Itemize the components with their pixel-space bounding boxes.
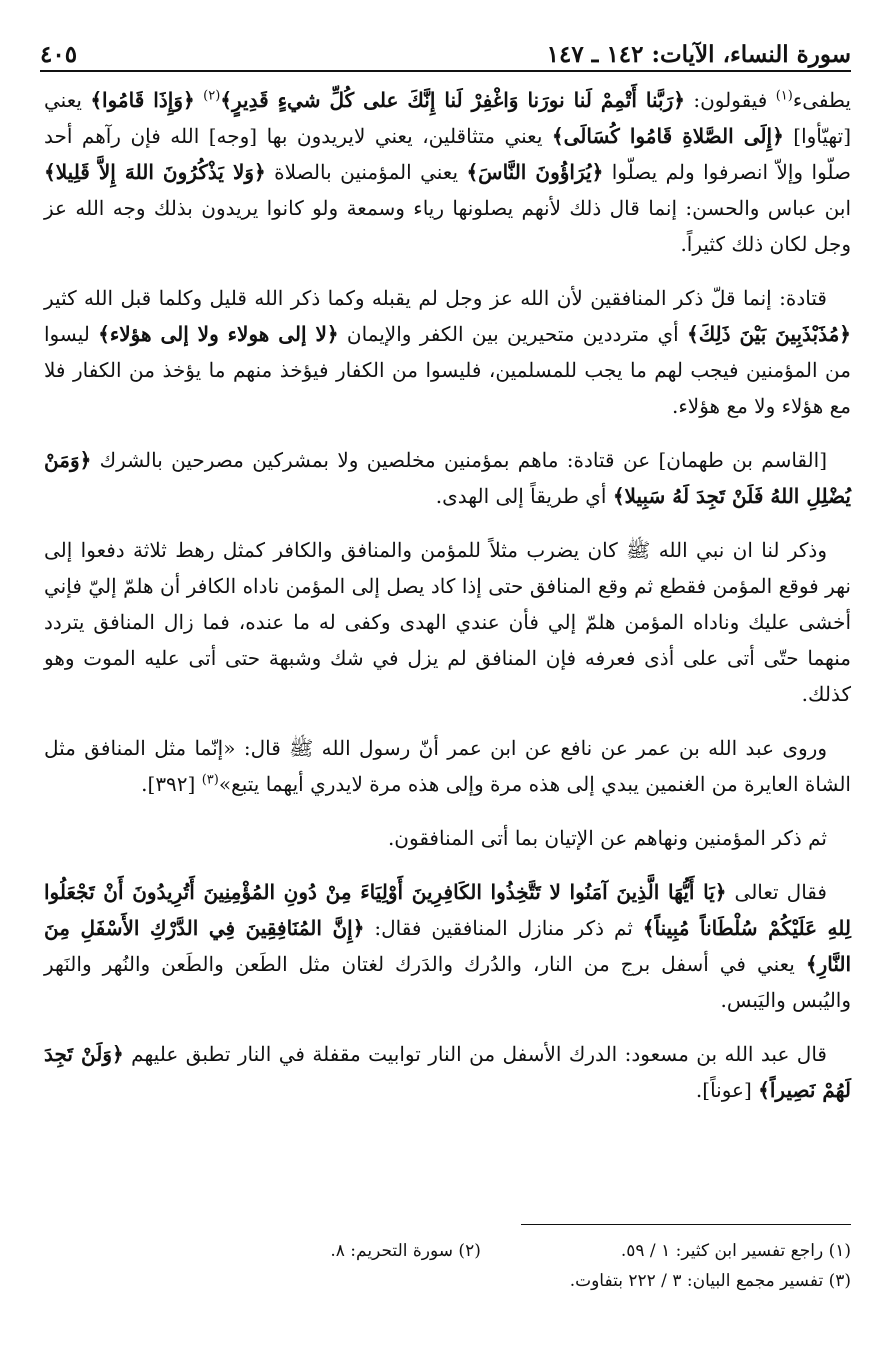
text-segment: يعني المؤمنين بالصلاة xyxy=(265,160,467,184)
footnote-row xyxy=(44,1266,851,1296)
paragraph xyxy=(44,874,851,1018)
quran-verse: ﴿يَا أَيُّهَا الَّذِينَ آمَنُوا لا تَتَّخِذُوا الكَافِرِينَ أَوْلِيَاءَ مِنْ دُونِ المُؤْمِنِينَ أَتُرِيدُونَ أَنْ تَجْعَلُوا لِلهِ عَلَيْكُمْ سُلْطَاناً مُبِيناً﴾ xyxy=(44,880,851,940)
footnote-separator xyxy=(521,1224,851,1225)
text-segment: قال عبد الله بن مسعود: الدرك الأسفل من النار توابيت مقفلة في النار تطبق عليهم xyxy=(123,1042,827,1066)
paragraph xyxy=(44,442,851,514)
text-segment: ثم ذكر منازل المنافقين فقال: xyxy=(364,916,643,940)
footnote-row xyxy=(44,1236,851,1266)
footnotes xyxy=(44,1236,851,1296)
quran-verse: ﴿يُرَاؤُونَ النَّاسَ﴾ xyxy=(466,160,604,184)
text-segment: يطفىء xyxy=(792,88,851,112)
paragraph xyxy=(44,730,851,802)
paragraph xyxy=(44,820,851,856)
text-segment: ثم ذكر المؤمنين ونهاهم عن الإتيان بما أتى المنافقون. xyxy=(387,826,827,850)
footnote-marker: (٢) xyxy=(203,88,221,104)
quran-verse: ﴿مُذَبْذَبِينَ بَيْنَ ذَلِكَ﴾ xyxy=(686,322,852,346)
text-segment: ليسوا من المؤمنين فيجب لهم ما يجب للمسلمين، فليسوا من الكفار فيؤخذ منهم ما يؤخذ من الكفار فلا مع هؤلاء ولا مع هؤلاء. xyxy=(44,322,851,418)
quran-verse: ﴿لا إلى هولاء ولا إلى هؤلاء﴾ xyxy=(98,322,339,346)
text-segment xyxy=(195,88,203,112)
text-segment: يعني في أسفل برج من النار، والدُرك والدَرك لغتان مثل الطَعن والطَعن والنُهر والنَهر واليُبس واليَبس. xyxy=(44,952,851,1012)
quran-verse: ﴿إِنَّ المُنَافِقِينَ فِي الدَّرْكِ الأَسْفَلِ مِنَ النَّارِ﴾ xyxy=(44,916,851,976)
footnote-1: (١) راجع تفسير ابن كثير: ١ / ٥٩. xyxy=(620,1241,851,1261)
paragraph xyxy=(44,1036,851,1108)
footnote-3: (٣) تفسير مجمع البيان: ٣ / ٢٢٢ بتفاوت. xyxy=(569,1271,851,1291)
text-segment: [٣٩٢]. xyxy=(141,772,202,796)
text-segment: فيقولون: xyxy=(684,88,776,112)
text-segment: [عوناً]. xyxy=(695,1078,759,1102)
text-segment: يعني [تهيّأوا] xyxy=(44,88,852,148)
header-rule xyxy=(40,70,851,72)
quran-verse: ﴿وَلَنْ تَجِدَ لَهُمْ نَصِيراً﴾ xyxy=(44,1042,851,1102)
footnote-marker: (٣) xyxy=(201,772,219,788)
paragraph xyxy=(44,82,851,262)
text-segment: يعني متثاقلين، يعني لايريدون بها [وجه] الله فإن رآهم أحد صلّوا وإلاّ انصرفوا ولم يصلّوا xyxy=(44,124,851,184)
footnote-marker: (١) xyxy=(775,88,793,104)
text-segment: أي مترددين متحيرين بين الكفر والإيمان xyxy=(338,322,687,346)
paragraph xyxy=(44,532,851,712)
footnote-2: (٢) سورة التحريم: ٨. xyxy=(330,1241,481,1261)
quran-verse: ﴿إِلَى الصَّلاةِ قَامُوا كُسَالَى﴾ xyxy=(551,124,784,148)
page-body xyxy=(44,82,851,1126)
text-segment: ابن عباس والحسن: إنما قال ذلك لأنهم يصلونها رياء وسمعة ولو كانوا يريدون بذلك وجه الله عز وجل لكان ذلك كثيراً. xyxy=(44,196,851,256)
text-segment: وذكر لنا ان نبي الله ﷺ كان يضرب مثلاً للمؤمن والمنافق والكافر كمثل رهط ثلاثة دفعوا إلى نهر فوقع المؤمن فقطع ثم وقع المنافق حتى إذا كاد يصل إلى المؤمن ناداه الكافر أن هلمّ إليّ فإني أخشى عليك وناداه المؤمن هلمّ إلي فأن عندي الهدى وكفى له ما عنده، فما زال المنافق يتردد منهما حتّى أتى على أذى فعرفه فإن المنافق لم يزل في شك وشبهة حتى أتى عليه الموت وهو كذلك. xyxy=(44,538,851,706)
paragraph xyxy=(44,280,851,424)
page-number: ٤٠٥ xyxy=(40,41,78,68)
quran-verse: ﴿وَلا يَذْكُرُونَ اللهَ إِلاَّ قَلِيلا﴾ xyxy=(44,160,266,184)
chapter-title: سورة النساء، الآيات: ١٤٢ ـ ١٤٧ xyxy=(546,41,851,68)
page-header xyxy=(40,30,851,68)
text-segment: أي طريقاً إلى الهدى. xyxy=(435,484,613,508)
text-segment: قتادة: إنما قلّ ذكر المنافقين لأن الله عز وجل لم يقبله وكما ذكر الله قليل وكلما قبل الله كثير xyxy=(44,286,827,310)
text-segment: فقال تعالى xyxy=(726,880,827,904)
quran-verse: ﴿رَبَّنا أَتْمِمْ لَنا نورَنا وَاغْفِرْ لَنا إِنَّكَ على كُلِّ شيءٍ قَدِيرٍ﴾ xyxy=(220,88,685,112)
text-segment: وروى عبد الله بن عمر عن نافع عن ابن عمر أنّ رسول الله ﷺ قال: «إنّما مثل المنافق مثل الشاة العايرة من الغنمين يبدي إلى هذه مرة وإلى هذه مرة لايدري أيهما يتبع» xyxy=(44,736,851,796)
quran-verse: ﴿وَإِذَا قَامُوا﴾ xyxy=(90,88,195,112)
quran-verse: ﴿وَمَنْ يُضْلِلِ اللهُ فَلَنْ تَجِدَ لَهُ سَبِيلا﴾ xyxy=(44,448,851,508)
text-segment: [القاسم بن طهمان] عن قتادة: ماهم بمؤمنين مخلصين ولا بمشركين مصرحين بالشرك xyxy=(91,448,827,472)
